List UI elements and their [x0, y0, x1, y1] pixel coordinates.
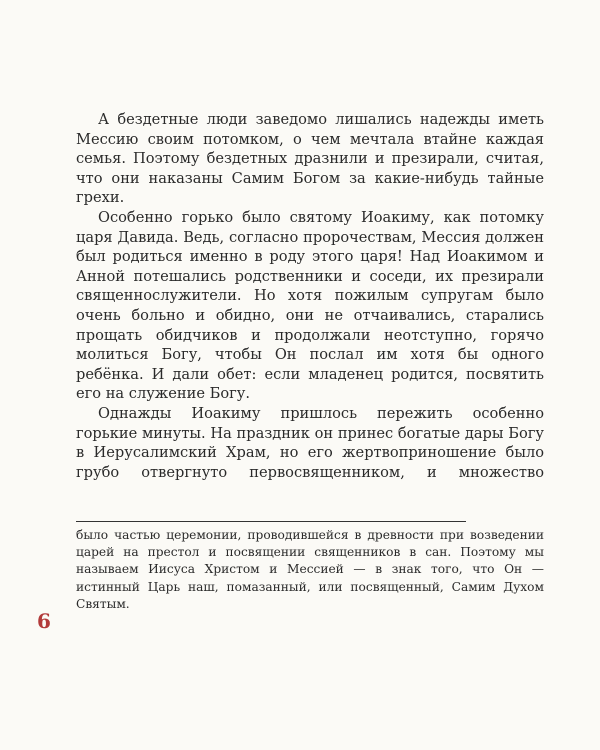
- paragraph-1: А бездетные люди заведомо лишались надежды иметь Мессию своим потомком, о чем мечтала втайне каждая семья. Поэтому бездетных дразнили и презирали, считая, что они наказаны Самим Богом за какие-нибудь тайные грехи.: [76, 111, 544, 207]
- footnote: [76, 527, 544, 613]
- main-text-body: [76, 110, 544, 482]
- paragraph-2: Особенно горько было святому Иоакиму, как потомку царя Давида. Ведь, согласно пророчествам, Мессия должен был родиться именно в роду этого царя! Над Иоакимом и Анной потешались родственники и соседи, их презирали священнослужители. Но хотя пожилым супругам было очень больно и обидно, они не отчаивались, старались прощать обидчиков и продолжали неотступно, горячо молиться Богу, чтобы Он послал им хотя бы одного ребёнка. И дали обет: если младенец родится, посвятить его на служение Богу.: [76, 208, 544, 403]
- paragraph-3: Однажды Иоакиму пришлось пережить особенно горькие минуты. На праздник он принес богатые дары Богу в Иерусалимский Храм, но его жертвоприношение было грубо отвергнуто первосвященником, и множество: [76, 404, 544, 481]
- footnote-text: было частью церемонии, проводившейся в древности при возведении царей на престол и посвящении священников в сан. Поэтому мы называем Иисуса Христом и Мессией — в знак того, что Он — истинный Царь наш, помазанный, или посвященный, Самим Духом Святым.: [76, 528, 544, 611]
- page-number: 6: [37, 609, 51, 633]
- footnote-separator: [76, 521, 466, 522]
